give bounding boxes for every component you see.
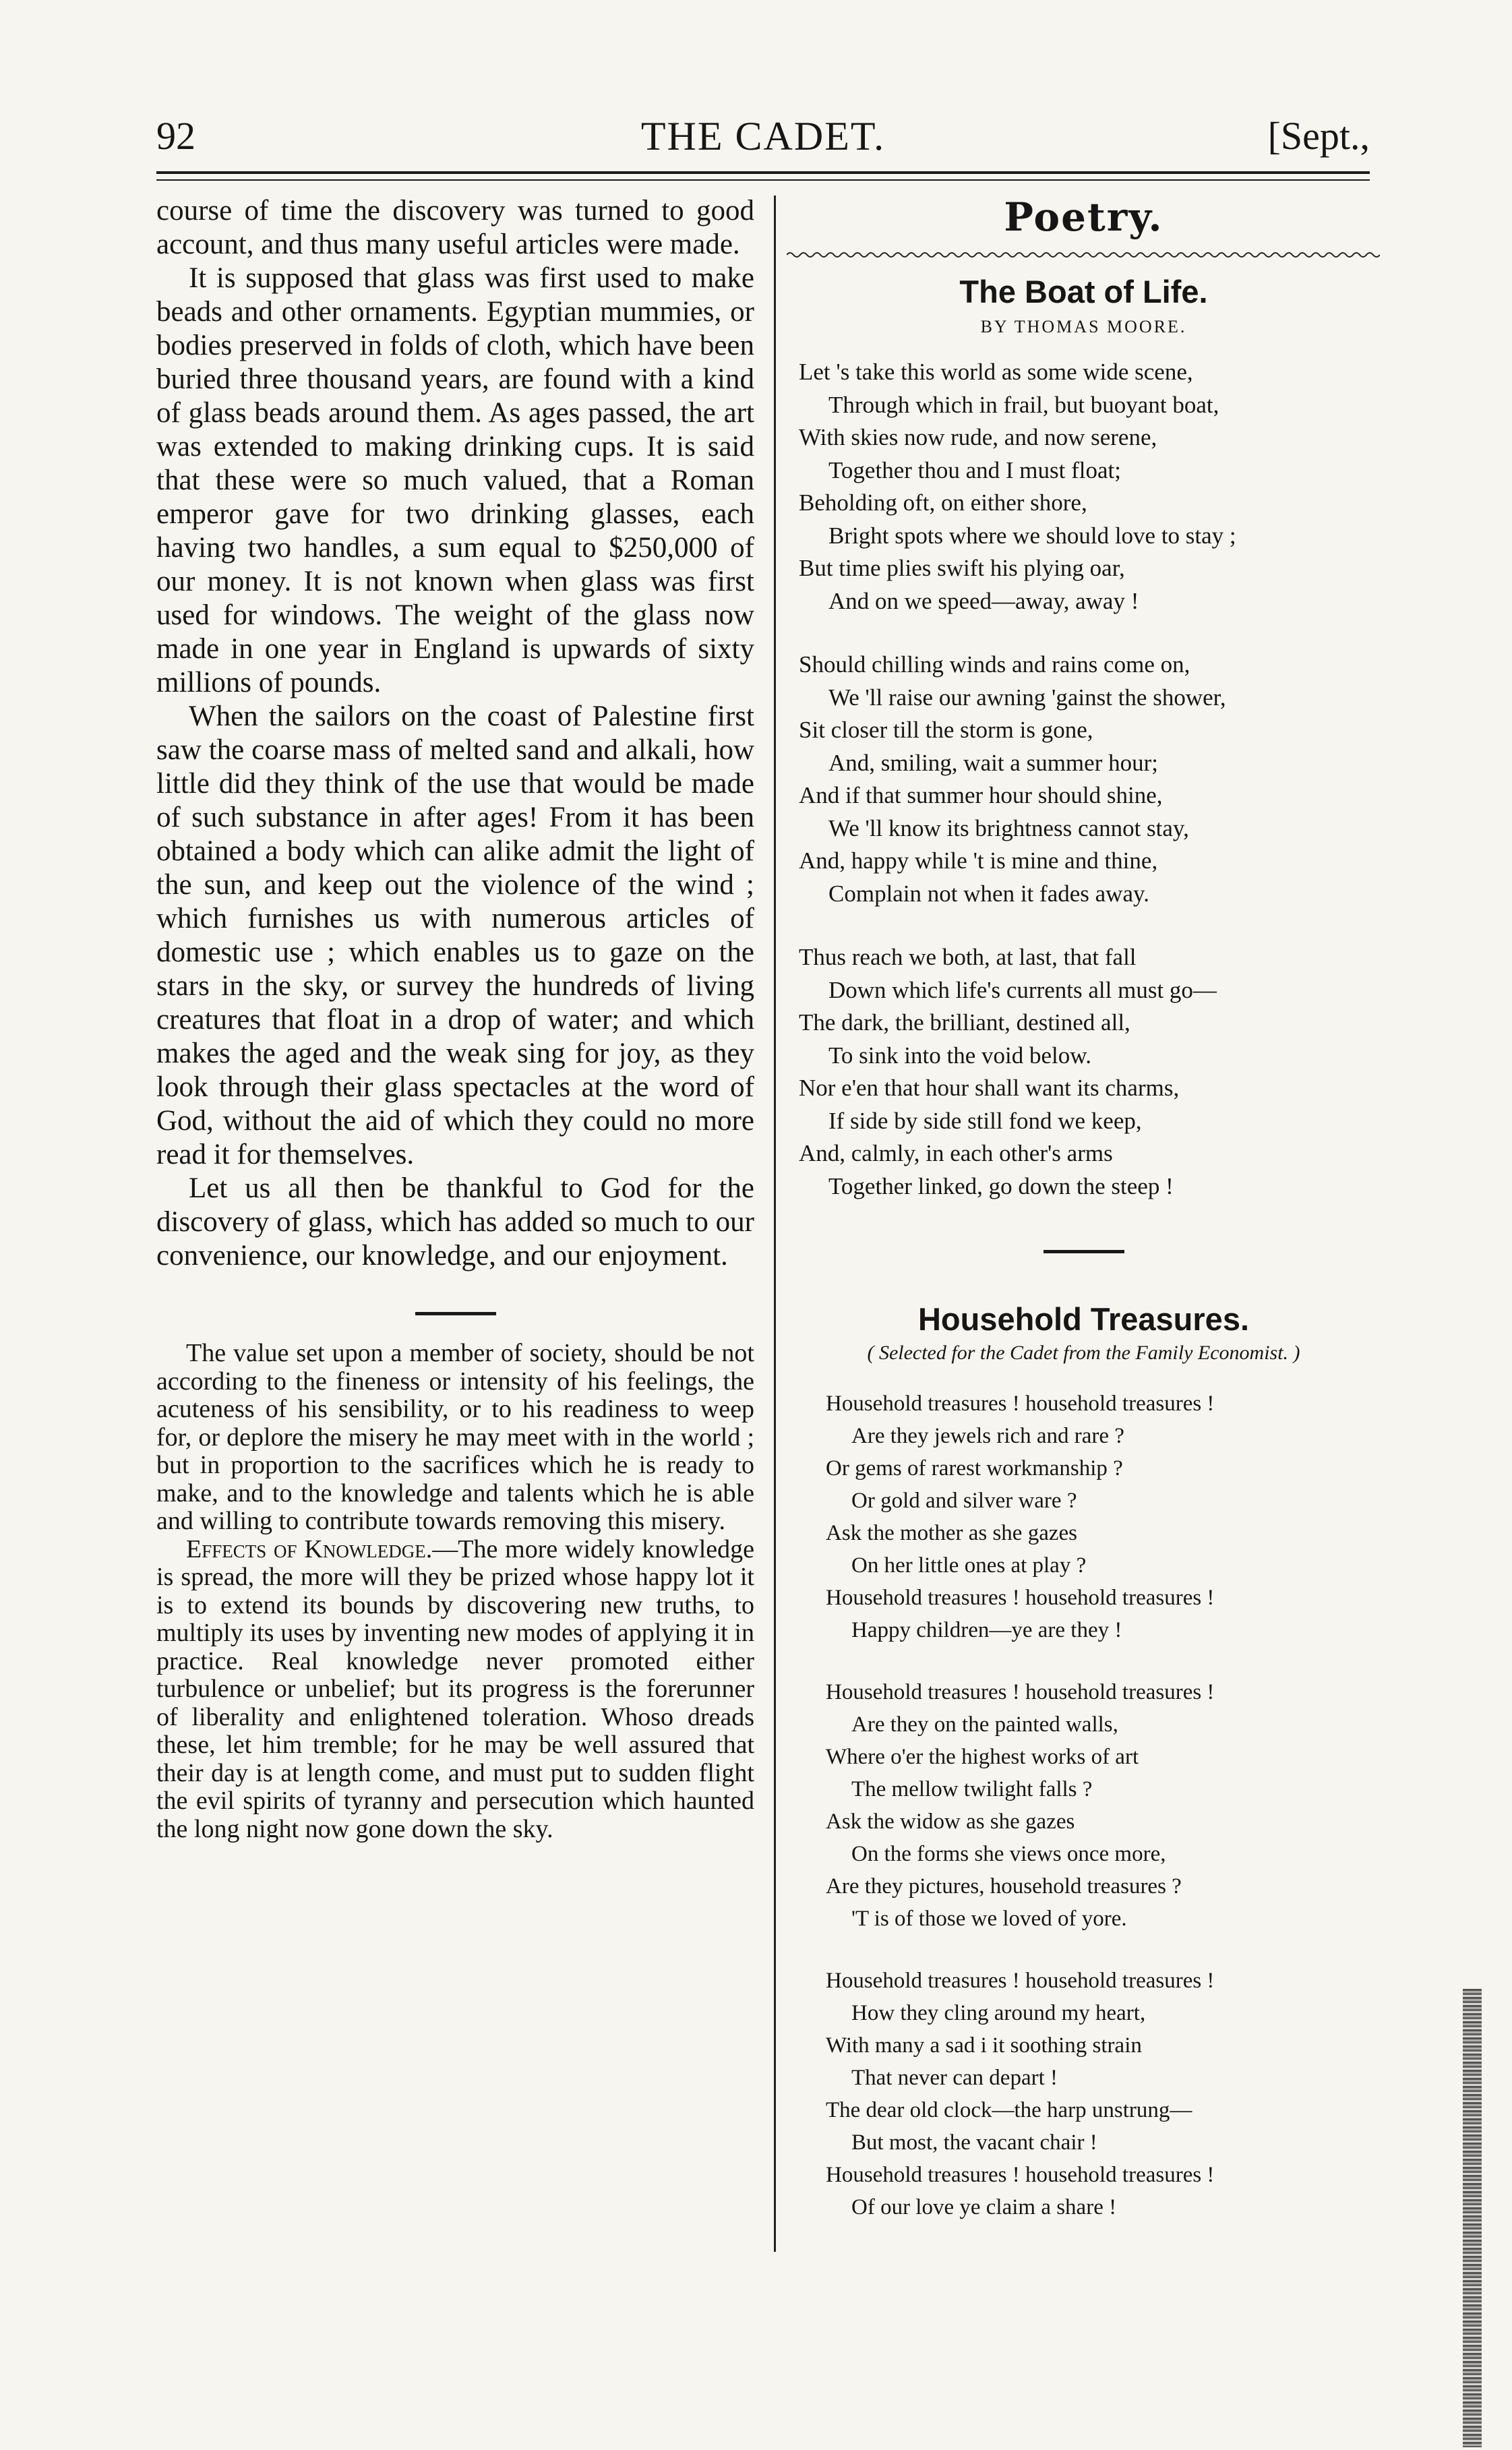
verse-line: That never can depart ! xyxy=(851,2066,1058,2090)
verse-line: Let 's take this world as some wide scene, xyxy=(799,359,1193,385)
header-date: [Sept., xyxy=(1267,114,1370,158)
left-column xyxy=(156,194,754,1843)
verse-line: Ask the widow as she gazes xyxy=(826,1810,1075,1834)
verse-line: The dark, the brilliant, destined all, xyxy=(799,1009,1130,1036)
verse-line: Thus reach we both, at last, that fall xyxy=(799,944,1137,970)
verse-line: Household treasures ! household treasures ! xyxy=(826,1680,1215,1704)
verse-line: And on we speed—away, away ! xyxy=(828,587,1139,614)
poem-title: Household Treasures. xyxy=(917,1301,1250,1337)
right-column xyxy=(799,194,1368,2253)
verse-line: Are they pictures, household treasures ? xyxy=(826,1874,1182,1899)
verse-line: And, happy while 't is mine and thine, xyxy=(799,847,1158,874)
verse-line: 'T is of those we loved of yore. xyxy=(851,1907,1127,1931)
verse-line: But most, the vacant chair ! xyxy=(851,2130,1097,2155)
header-rule xyxy=(156,171,1370,174)
paragraph: When the sailors on the coast of Palestine first saw the coarse mass of melted sand and alkali, how little did they think of the use that would be made of such substance in after ages! From it has been obtained a body which can alike admit the light of the sun, and keep out the violence of the wind ; which furnishes us with numerous articles of domestic use ; which enables us to gaze on the stars in the sky, or survey the hundreds of living creatures that float in a drop of water; and which makes the aged and the weak sing for joy, as they look through their glass spectacles at the word of God, without the aid of which they could no more read it for themselves. xyxy=(156,700,754,1170)
verse-line: And, calmly, in each other's arms xyxy=(799,1140,1113,1166)
verse-line: How they cling around my heart, xyxy=(851,2001,1146,2025)
page-edge-strip xyxy=(1463,1989,1482,2447)
verse-line: Together thou and I must float; xyxy=(828,456,1121,483)
poetry-heading: Poetry. xyxy=(1004,194,1163,240)
verse-line: With skies now rude, and now serene, xyxy=(799,424,1157,450)
verse-line: Are they on the painted walls, xyxy=(851,1712,1118,1737)
stanza xyxy=(799,1676,1368,1935)
verse-line: On her little ones at play ? xyxy=(851,1553,1087,1578)
verse-line: Beholding oft, on either shore, xyxy=(799,489,1087,516)
column-divider xyxy=(774,196,776,2252)
paragraph: It is supposed that glass was first used to make beads and other ornaments. Egyptian mummies, or bodies preserved in folds of cloth, which have been buried three thousand years, are found with a kind of glass beads around them. As ages passed, the art was extended to making drinking cups. It is said that these were so much valued, that a Roman emperor gave for two drinking glasses, each having two handles, a sum equal to $250,000 of our money. It is not known when glass was first used for windows. The weight of the glass now made in one year in England is upwards of sixty millions of pounds. xyxy=(156,262,754,698)
paragraph: Let us all then be thankful to God for the discovery of glass, which has added so much to our convenience, our knowledge, and our enjoyment. xyxy=(156,1172,754,1272)
paragraph: course of time the discovery was turned to good account, and thus many useful articles were made. xyxy=(156,195,754,260)
verse-line: If side by side still fond we keep, xyxy=(828,1107,1142,1134)
verse-line: Of our love ye claim a share ! xyxy=(851,2195,1117,2219)
verse-line: On the forms she views once more, xyxy=(851,1842,1166,1866)
verse-line: Down which life's currents all must go— xyxy=(828,976,1217,1003)
verse-line: With many a sad i it soothing strain xyxy=(826,2033,1142,2058)
verse-line: Where o'er the highest works of art xyxy=(826,1745,1139,1769)
stanza xyxy=(799,1387,1368,1646)
verse-line: Complain not when it fades away. xyxy=(828,880,1149,907)
verse-line: We 'll know its brightness cannot stay, xyxy=(828,814,1189,841)
verse-line: Happy children—ye are they ! xyxy=(851,1618,1122,1642)
page-number: 92 xyxy=(156,114,195,158)
running-title: THE CADET. xyxy=(640,114,886,158)
verse-line: Sit closer till the storm is gone, xyxy=(799,717,1093,743)
verse-line: We 'll raise our awning 'gainst the shower, xyxy=(828,684,1226,711)
verse-line: Bright spots where we should love to stay ; xyxy=(828,522,1236,549)
poem-byline: BY THOMAS MOORE. xyxy=(980,317,1187,336)
verse-line: Household treasures ! household treasures ! xyxy=(826,2163,1215,2187)
poem-source-note: ( Selected for the Cadet from the Family Economist. ) xyxy=(867,1342,1300,1364)
verse-line: And, smiling, wait a summer hour; xyxy=(828,749,1158,776)
verse-line: Household treasures ! household treasures ! xyxy=(826,1586,1215,1610)
verse-line: Together linked, go down the steep ! xyxy=(828,1172,1174,1199)
verse-line: Ask the mother as she gazes xyxy=(826,1521,1077,1545)
verse-line: And if that summer hour should shine, xyxy=(799,782,1163,808)
stanza xyxy=(799,1965,1368,2223)
verse-line: Through which in frail, but buoyant boat, xyxy=(828,391,1219,418)
paragraph-heading: Effects of Knowledge. xyxy=(186,1534,433,1563)
verse-line: Nor e'en that hour shall want its charms, xyxy=(799,1075,1180,1101)
verse-line: The dear old clock—the harp unstrung— xyxy=(826,2098,1192,2122)
verse-line: The mellow twilight falls ? xyxy=(851,1777,1093,1801)
verse-line: Are they jewels rich and rare ? xyxy=(851,1424,1124,1448)
running-header xyxy=(156,113,1370,167)
stanza xyxy=(799,649,1368,910)
verse-line: Or gold and silver ware ? xyxy=(851,1489,1077,1513)
wavy-rule xyxy=(787,249,1380,260)
paragraph xyxy=(156,1536,754,1844)
section-rule xyxy=(1044,1250,1124,1253)
stanza xyxy=(799,356,1368,618)
verse-line: But time plies swift his plying oar, xyxy=(799,555,1125,581)
verse-line: Household treasures ! household treasures ! xyxy=(826,1969,1215,1993)
stanza xyxy=(799,941,1368,1203)
verse-line: To sink into the void below. xyxy=(828,1042,1091,1069)
header-rule-thin xyxy=(156,179,1370,181)
verse-line: Or gems of rarest workmanship ? xyxy=(826,1456,1123,1481)
verse-line: Household treasures ! household treasures ! xyxy=(826,1392,1215,1416)
paragraph-body: —The more widely knowledge is spread, the more will they be prized whose happy lot it is to extend its bounds by discovering new truths, to multiply its uses by inventing new modes of applying it in practice. Real knowledge never promoted either turbulence or unbelief; but its progress is the forerunner of liberality and enlightened toleration. Whoso dreads these, let him tremble; for he may be well assured that their day is at length come, and must put to sudden flight the evil spirits of tyranny and persecution which haunted the long night now gone down the sky. xyxy=(156,1534,755,1843)
paragraph: The value set upon a member of society, should be not according to the fineness or intensity of his feelings, the acuteness of his sensibility, or to his readiness to weep for, or deplore the misery he may meet with in the world ; but in proportion to the sacrifices which he is ready to make, and to the knowledge and talents which he is able and willing to contribute towards removing this misery. xyxy=(156,1339,754,1535)
section-rule xyxy=(415,1312,496,1315)
verse-line: Should chilling winds and rains come on, xyxy=(799,651,1190,678)
poem-title: The Boat of Life. xyxy=(959,274,1208,309)
